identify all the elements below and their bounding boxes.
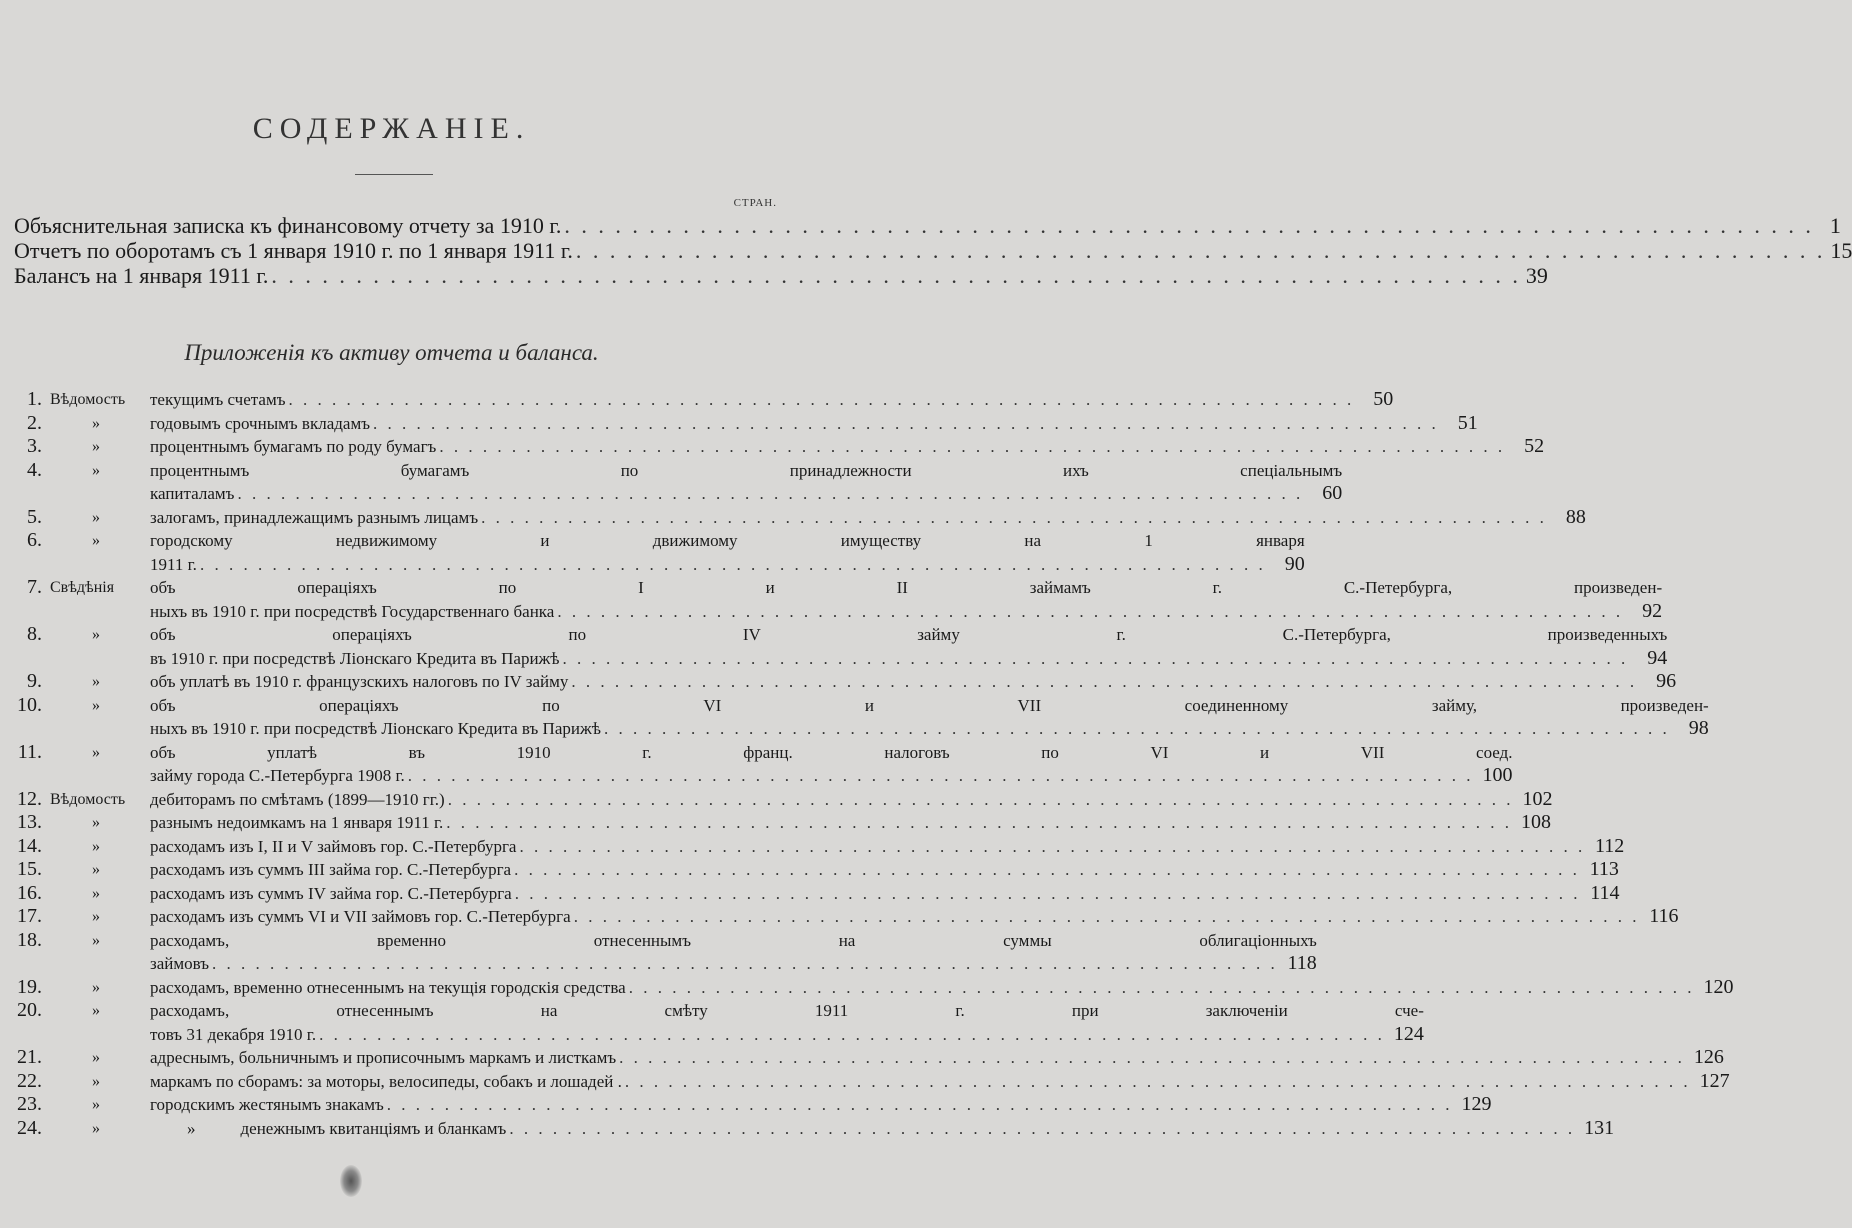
appendix-line-text: залогамъ, принадлежащимъ разнымъ лицамъ xyxy=(150,507,479,527)
appendix-page: 118 xyxy=(1287,952,1317,974)
appendix-line xyxy=(150,976,1733,1000)
appendix-line xyxy=(150,459,1342,483)
appendix-page: 112 xyxy=(1594,834,1625,857)
appendix-row xyxy=(10,623,1668,670)
appendix-page: 120 xyxy=(1703,975,1734,998)
appendix-line xyxy=(150,388,1393,412)
appendix-line-text: процентнымъ бумагамъ по принадлежности ихъ спеціальнымъ xyxy=(150,460,1343,480)
appendix-number: 22. xyxy=(17,1069,42,1092)
appendix-line xyxy=(150,929,1317,953)
appendix-number: 10. xyxy=(17,693,42,716)
leader-dots xyxy=(509,1117,1575,1141)
appendix-line-text: годовымъ срочнымъ вкладамъ xyxy=(150,413,370,433)
appendix-line-text: денежнымъ квитанціямъ и бланкамъ xyxy=(240,1118,507,1138)
appendix-page: 60 xyxy=(1322,482,1343,504)
appendix-kind: » xyxy=(92,1002,100,1019)
appendix-line-text: объ уплатѣ въ 1910 г. французскихъ налоговъ по IV займу xyxy=(150,672,569,691)
leader-dots xyxy=(212,952,1278,976)
appendix-body xyxy=(150,1046,1724,1070)
appendix-line xyxy=(150,1070,1730,1094)
appendix-body xyxy=(150,529,1305,576)
appendix-line-text: товъ 31 декабря 1910 г. xyxy=(150,1024,317,1044)
appendix-line-text: въ 1910 г. при посредствѣ Ліонскаго Кредита въ Парижѣ xyxy=(150,648,560,668)
appendix-number: 2. xyxy=(27,411,42,434)
appendix-body xyxy=(150,435,1544,459)
appendix-line-text: объ операціяхъ по IV займу г. С.-Петербурга, произведенныхъ xyxy=(150,625,1668,644)
toc-entry-text: Балансъ на 1 января 1911 г. xyxy=(14,263,269,288)
appendix-line xyxy=(150,1046,1724,1070)
appendix-line xyxy=(150,788,1552,812)
appendix-kind: Свѣдѣнія xyxy=(50,579,115,596)
ink-smudge xyxy=(340,1165,362,1197)
appendix-page: 114 xyxy=(1590,881,1620,904)
appendix-number: 23. xyxy=(17,1093,42,1115)
appendix-kind: » xyxy=(92,931,100,949)
appendix-body xyxy=(150,858,1619,882)
toc-entry xyxy=(14,213,1841,238)
toc-entry-page: 1 xyxy=(1829,213,1841,238)
leader-dots xyxy=(200,553,1266,577)
leader-dots xyxy=(481,506,1547,530)
appendix-row xyxy=(10,928,1317,976)
leader-dots xyxy=(604,717,1670,741)
appendix-line-text: расходамъ изъ суммъ III займа гор. С.-Петербурга xyxy=(150,860,512,879)
appendix-number: 5. xyxy=(27,505,42,528)
appendix-page: 129 xyxy=(1461,1093,1492,1115)
appendix-row xyxy=(10,529,1305,576)
page-column-label: СТРАН. xyxy=(733,197,777,209)
appendix-line xyxy=(150,553,1305,577)
appendix-body xyxy=(150,1093,1492,1117)
toc-entry-text: Отчетъ по оборотамъ съ 1 января 1910 г. по 1 января 1911 г. xyxy=(14,238,573,263)
appendix-kind: » xyxy=(92,1119,100,1137)
toc-entry-text: Объяснительная записка къ финансовому отчету за 1910 г. xyxy=(14,213,562,238)
appendix-row xyxy=(10,1046,1724,1070)
appendix-page: 52 xyxy=(1524,435,1545,457)
leader-dots xyxy=(557,600,1623,624)
appendix-line xyxy=(150,999,1424,1023)
appendix-page: 51 xyxy=(1457,411,1478,434)
appendix-body xyxy=(150,882,1619,906)
appendix-page: 116 xyxy=(1649,905,1679,927)
appendix-row xyxy=(10,670,1677,694)
appendix-line-text: объ уплатѣ въ 1910 г. франц. налоговъ по VI и VII соед. xyxy=(150,742,1513,762)
appendix-line xyxy=(150,858,1619,882)
appendix-page: 126 xyxy=(1693,1046,1724,1068)
appendix-line xyxy=(150,529,1305,553)
appendix-row xyxy=(10,1116,1615,1141)
appendix-kind: » xyxy=(92,837,100,855)
appendix-number: 6. xyxy=(27,529,42,551)
appendix-line xyxy=(150,482,1342,506)
leader-dots xyxy=(619,1046,1685,1070)
appendix-line-text: процентнымъ бумагамъ по роду бумагъ xyxy=(150,437,437,456)
main-contents xyxy=(14,213,1852,288)
appendix-number: 12. xyxy=(17,787,42,810)
appendix-body xyxy=(150,976,1733,1000)
leader-dots xyxy=(446,811,1512,835)
toc-entry xyxy=(14,238,1852,263)
appendix-line xyxy=(150,764,1513,788)
appendix-row xyxy=(10,834,1625,859)
appendix-line xyxy=(150,600,1662,624)
appendix-number: 11. xyxy=(17,740,42,763)
appendix-kind: » xyxy=(92,414,100,432)
appendix-kind: » xyxy=(92,743,100,761)
leader-dots xyxy=(564,213,1814,239)
appendix-page: 98 xyxy=(1688,717,1709,739)
appendix-line xyxy=(150,717,1709,741)
toc-entry-page: 39 xyxy=(1525,263,1548,288)
appendix-line-text: ныхъ въ 1910 г. при посредствѣ Ліонскаго Кредита въ Парижѣ xyxy=(150,719,601,738)
leader-dots xyxy=(519,835,1585,859)
appendix-row xyxy=(10,1093,1492,1117)
appendix-kind: » xyxy=(92,1049,100,1066)
appendix-number: 17. xyxy=(17,905,42,927)
appendix-body xyxy=(150,506,1586,530)
appendix-number: 1. xyxy=(27,388,42,410)
appendix-kind: » xyxy=(92,978,100,996)
appendix-line-text: маркамъ по сборамъ: за моторы, велосипеды, собакъ и лошадей . xyxy=(150,1071,622,1091)
appendix-kind: » xyxy=(92,861,100,878)
appendix-line xyxy=(150,670,1676,694)
appendix-kind: » xyxy=(92,884,100,902)
appendix-number: 18. xyxy=(17,928,42,951)
appendix-body xyxy=(150,1117,1614,1141)
leader-dots xyxy=(271,263,1521,289)
appendix-kind: Вѣдомость xyxy=(50,790,126,808)
appendix-line xyxy=(150,835,1624,859)
appendix-line xyxy=(150,435,1544,459)
appendix-line-text: расходамъ, временно отнесеннымъ на текущія городскія средства xyxy=(150,977,626,997)
appendix-body xyxy=(150,999,1424,1046)
page-title: СОДЕРЖАНІЕ. xyxy=(252,112,531,145)
appendix-kind: » xyxy=(92,908,100,925)
appendix-line xyxy=(150,1093,1492,1117)
appendix-row xyxy=(10,693,1709,741)
appendix-page: 113 xyxy=(1589,858,1619,880)
leader-dots xyxy=(625,1070,1691,1094)
appendix-line-text: адреснымъ, больничнымъ и прописочнымъ маркамъ и листкамъ xyxy=(150,1048,617,1067)
appendix-page: 90 xyxy=(1284,552,1305,575)
appendix-kind: » xyxy=(92,626,100,643)
appendix-page: 50 xyxy=(1373,388,1394,410)
appendix-page: 131 xyxy=(1584,1116,1615,1139)
appendix-line-text: капиталамъ xyxy=(150,484,235,503)
appendix-line-text: дебиторамъ по смѣтамъ (1899—1910 гг.) xyxy=(150,789,445,809)
appendix-row xyxy=(10,411,1478,436)
appendix-line-text: займовъ xyxy=(150,954,210,973)
appendix-number: 7. xyxy=(27,576,42,598)
appendix-row xyxy=(10,858,1619,882)
toc-entry xyxy=(14,263,1548,288)
appendix-body xyxy=(150,741,1513,788)
appendix-line-text: расходамъ изъ I, II и V займовъ гор. С.-Петербурга xyxy=(150,836,517,856)
appendix-number: 19. xyxy=(17,975,42,998)
appendix-row xyxy=(10,811,1551,835)
appendix-page: 96 xyxy=(1656,670,1677,692)
appendix-body xyxy=(150,905,1678,929)
appendix-line-text: расходамъ, временно отнесеннымъ на суммы облигаціонныхъ xyxy=(150,930,1317,950)
appendix-line xyxy=(150,576,1662,600)
appendix-line-text: расходамъ, отнесеннымъ на смѣту 1911 г. при заключеніи сче- xyxy=(150,1001,1424,1020)
appendix-kind: Вѣдомость xyxy=(50,391,126,408)
appendix-body xyxy=(150,412,1478,436)
leader-dots xyxy=(408,764,1474,788)
appendix-kind: » xyxy=(92,438,100,455)
appendix-number: 13. xyxy=(17,811,42,833)
appendix-line-text: городскому недвижимому и движимому имуществу на 1 января xyxy=(150,531,1305,550)
appendix-line xyxy=(150,412,1478,436)
appendix-row xyxy=(10,1069,1730,1094)
appendix-kind: » xyxy=(92,508,100,526)
leader-dots xyxy=(237,482,1303,506)
appendix-line xyxy=(150,694,1709,718)
appendix-body xyxy=(150,623,1667,670)
appendix-kind: » xyxy=(92,461,100,479)
appendix-body xyxy=(150,788,1552,812)
leader-dots xyxy=(387,1093,1453,1117)
appendix-row xyxy=(10,435,1545,459)
appendix-title: Приложенія къ активу отчета и баланса. xyxy=(184,340,599,365)
leader-dots xyxy=(576,238,1826,264)
appendix-line xyxy=(150,905,1678,929)
appendix-number: 4. xyxy=(27,458,42,481)
appendix-number: 16. xyxy=(17,881,42,904)
appendix-line xyxy=(150,952,1317,976)
appendix-list xyxy=(10,388,1734,1140)
appendix-row xyxy=(10,905,1679,929)
appendix-line xyxy=(150,741,1513,765)
appendix-body xyxy=(150,388,1393,412)
appendix-line-text: объ операціяхъ по VI и VII соединенному займу, произведен- xyxy=(150,695,1709,715)
ditto-mark: » xyxy=(187,1118,196,1138)
appendix-number: 14. xyxy=(17,834,42,857)
appendix-page: 102 xyxy=(1522,787,1553,810)
appendix-kind: » xyxy=(92,1072,100,1090)
appendix-page: 127 xyxy=(1699,1069,1730,1092)
leader-dots xyxy=(289,388,1355,412)
appendix-kind: » xyxy=(92,673,100,690)
appendix-page: 92 xyxy=(1642,599,1663,622)
leader-dots xyxy=(574,905,1640,929)
leader-dots xyxy=(514,858,1580,882)
leader-dots xyxy=(515,882,1581,906)
appendix-row xyxy=(10,505,1586,530)
title-divider xyxy=(355,174,433,175)
appendix-number: 24. xyxy=(17,1116,42,1139)
appendix-line-text: объ операціяхъ по I и II займамъ г. С.-Петербурга, произведен- xyxy=(150,578,1663,597)
appendix-line-text: расходамъ изъ суммъ IV займа гор. С.-Петербурга xyxy=(150,883,512,903)
appendix-row xyxy=(10,740,1513,788)
appendix-number: 20. xyxy=(17,999,42,1021)
appendix-line xyxy=(150,506,1586,530)
appendix-row xyxy=(10,975,1734,1000)
appendix-kind: » xyxy=(92,814,100,831)
appendix-line-text: текущимъ счетамъ xyxy=(150,390,286,409)
leader-dots xyxy=(373,412,1439,436)
appendix-number: 3. xyxy=(27,435,42,457)
appendix-line xyxy=(150,882,1619,906)
appendix-number: 15. xyxy=(17,858,42,880)
appendix-row xyxy=(10,458,1343,506)
appendix-line xyxy=(150,1117,1614,1141)
appendix-body xyxy=(150,835,1624,859)
appendix-body xyxy=(150,811,1551,835)
leader-dots xyxy=(319,1023,1385,1047)
appendix-line-text: займу города С.-Петербурга 1908 г. xyxy=(150,766,405,785)
appendix-page: 124 xyxy=(1393,1022,1424,1045)
leader-dots xyxy=(629,976,1695,1000)
appendix-number: 8. xyxy=(27,623,42,645)
appendix-line xyxy=(150,647,1667,671)
appendix-body xyxy=(150,694,1709,741)
leader-dots xyxy=(571,670,1637,694)
appendix-page: 108 xyxy=(1521,811,1551,833)
leader-dots xyxy=(448,788,1514,812)
appendix-row xyxy=(10,576,1663,623)
appendix-line-text: разнымъ недоимкамъ на 1 января 1911 г. xyxy=(150,813,444,832)
appendix-line xyxy=(150,623,1667,647)
appendix-line-text: ныхъ въ 1910 г. при посредствѣ Государственнаго банка xyxy=(150,601,555,621)
appendix-kind: » xyxy=(92,532,100,549)
leader-dots xyxy=(439,435,1505,459)
appendix-body xyxy=(150,670,1676,694)
appendix-body xyxy=(150,576,1662,623)
appendix-number: 21. xyxy=(17,1046,42,1068)
appendix-row xyxy=(10,388,1394,412)
appendix-line-text: 1911 г. xyxy=(150,554,197,574)
appendix-line xyxy=(150,1023,1424,1047)
toc-entry-page: 15 xyxy=(1830,238,1852,263)
appendix-page: 100 xyxy=(1482,764,1513,786)
appendix-body xyxy=(150,929,1317,976)
appendix-line-text: городскимъ жестянымъ знакамъ xyxy=(150,1095,384,1114)
appendix-kind: » xyxy=(92,1096,100,1113)
appendix-row xyxy=(10,999,1424,1046)
appendix-row xyxy=(10,881,1620,906)
appendix-line-text: расходамъ изъ суммъ VI и VII займовъ гор. С.-Петербурга xyxy=(150,907,571,926)
appendix-line xyxy=(150,811,1551,835)
appendix-body xyxy=(150,1070,1730,1094)
appendix-page: 88 xyxy=(1565,505,1586,528)
appendix-kind: » xyxy=(92,696,100,714)
leader-dots xyxy=(563,647,1629,671)
appendix-page: 94 xyxy=(1647,646,1668,669)
appendix-number: 9. xyxy=(27,670,42,692)
appendix-row xyxy=(10,787,1553,812)
appendix-body xyxy=(150,459,1342,506)
